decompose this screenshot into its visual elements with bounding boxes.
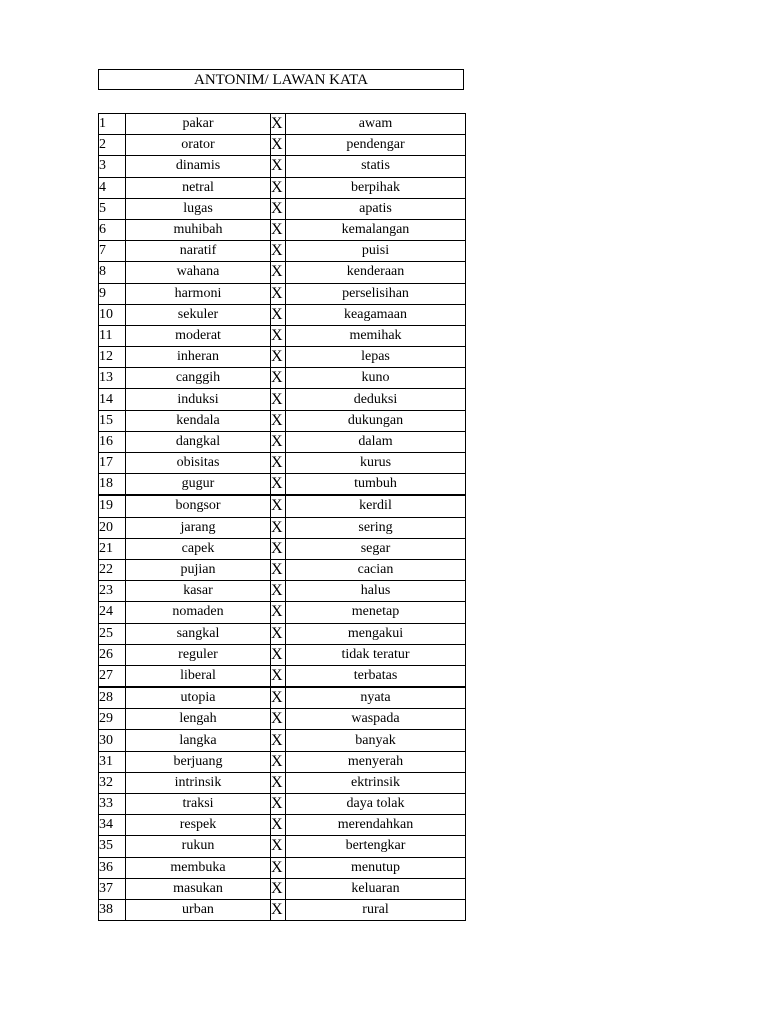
table-row bbox=[99, 772, 466, 793]
separator-cell: X bbox=[271, 114, 286, 135]
table-row bbox=[99, 815, 466, 836]
table-row bbox=[99, 410, 466, 431]
row-number: 5 bbox=[99, 198, 126, 219]
word-cell: wahana bbox=[126, 262, 271, 283]
antonym-cell: tumbuh bbox=[286, 474, 466, 496]
separator-cell: X bbox=[271, 241, 286, 262]
row-number: 18 bbox=[99, 474, 126, 496]
row-number: 23 bbox=[99, 581, 126, 602]
row-number: 24 bbox=[99, 602, 126, 623]
antonym-cell: cacian bbox=[286, 559, 466, 580]
row-number: 26 bbox=[99, 644, 126, 665]
separator-cell: X bbox=[271, 368, 286, 389]
table-row bbox=[99, 389, 466, 410]
antonym-cell: lepas bbox=[286, 347, 466, 368]
separator-cell: X bbox=[271, 665, 286, 687]
table-row bbox=[99, 156, 466, 177]
word-cell: lugas bbox=[126, 198, 271, 219]
row-number: 33 bbox=[99, 794, 126, 815]
word-cell: canggih bbox=[126, 368, 271, 389]
table-row bbox=[99, 559, 466, 580]
row-number: 14 bbox=[99, 389, 126, 410]
table-row bbox=[99, 347, 466, 368]
separator-cell: X bbox=[271, 431, 286, 452]
word-cell: moderat bbox=[126, 325, 271, 346]
separator-cell: X bbox=[271, 517, 286, 538]
word-cell: capek bbox=[126, 538, 271, 559]
table-row bbox=[99, 368, 466, 389]
separator-cell: X bbox=[271, 283, 286, 304]
word-cell: dinamis bbox=[126, 156, 271, 177]
antonym-cell: segar bbox=[286, 538, 466, 559]
table-row bbox=[99, 878, 466, 899]
table-row bbox=[99, 517, 466, 538]
row-number: 3 bbox=[99, 156, 126, 177]
separator-cell: X bbox=[271, 644, 286, 665]
row-number: 21 bbox=[99, 538, 126, 559]
word-cell: intrinsik bbox=[126, 772, 271, 793]
word-cell: inheran bbox=[126, 347, 271, 368]
word-cell: kasar bbox=[126, 581, 271, 602]
separator-cell: X bbox=[271, 623, 286, 644]
word-cell: bongsor bbox=[126, 495, 271, 517]
separator-cell: X bbox=[271, 262, 286, 283]
row-number: 9 bbox=[99, 283, 126, 304]
separator-cell: X bbox=[271, 836, 286, 857]
separator-cell: X bbox=[271, 815, 286, 836]
word-cell: kendala bbox=[126, 410, 271, 431]
table-row bbox=[99, 857, 466, 878]
table-row bbox=[99, 283, 466, 304]
table-row bbox=[99, 198, 466, 219]
antonym-cell: banyak bbox=[286, 730, 466, 751]
antonym-table-body bbox=[99, 114, 466, 921]
separator-cell: X bbox=[271, 304, 286, 325]
antonym-cell: keluaran bbox=[286, 878, 466, 899]
row-number: 32 bbox=[99, 772, 126, 793]
word-cell: netral bbox=[126, 177, 271, 198]
antonym-cell: menutup bbox=[286, 857, 466, 878]
row-number: 20 bbox=[99, 517, 126, 538]
separator-cell: X bbox=[271, 772, 286, 793]
row-number: 8 bbox=[99, 262, 126, 283]
antonym-table bbox=[98, 113, 466, 921]
table-row bbox=[99, 730, 466, 751]
separator-cell: X bbox=[271, 219, 286, 240]
row-number: 10 bbox=[99, 304, 126, 325]
table-row bbox=[99, 709, 466, 730]
row-number: 7 bbox=[99, 241, 126, 262]
word-cell: langka bbox=[126, 730, 271, 751]
table-row bbox=[99, 665, 466, 687]
word-cell: membuka bbox=[126, 857, 271, 878]
word-cell: reguler bbox=[126, 644, 271, 665]
separator-cell: X bbox=[271, 389, 286, 410]
antonym-cell: statis bbox=[286, 156, 466, 177]
antonym-cell: apatis bbox=[286, 198, 466, 219]
table-row bbox=[99, 899, 466, 920]
table-row bbox=[99, 581, 466, 602]
row-number: 36 bbox=[99, 857, 126, 878]
separator-cell: X bbox=[271, 751, 286, 772]
table-row bbox=[99, 114, 466, 135]
antonym-cell: halus bbox=[286, 581, 466, 602]
word-cell: induksi bbox=[126, 389, 271, 410]
separator-cell: X bbox=[271, 325, 286, 346]
table-row bbox=[99, 431, 466, 452]
word-cell: respek bbox=[126, 815, 271, 836]
table-row bbox=[99, 325, 466, 346]
table-row bbox=[99, 794, 466, 815]
separator-cell: X bbox=[271, 878, 286, 899]
word-cell: gugur bbox=[126, 474, 271, 496]
antonym-cell: kuno bbox=[286, 368, 466, 389]
antonym-cell: kenderaan bbox=[286, 262, 466, 283]
word-cell: muhibah bbox=[126, 219, 271, 240]
row-number: 6 bbox=[99, 219, 126, 240]
word-cell: obisitas bbox=[126, 453, 271, 474]
antonym-cell: sering bbox=[286, 517, 466, 538]
word-cell: sekuler bbox=[126, 304, 271, 325]
word-cell: pujian bbox=[126, 559, 271, 580]
row-number: 29 bbox=[99, 709, 126, 730]
separator-cell: X bbox=[271, 709, 286, 730]
separator-cell: X bbox=[271, 581, 286, 602]
separator-cell: X bbox=[271, 794, 286, 815]
word-cell: nomaden bbox=[126, 602, 271, 623]
antonym-cell: rural bbox=[286, 899, 466, 920]
separator-cell: X bbox=[271, 135, 286, 156]
antonym-cell: daya tolak bbox=[286, 794, 466, 815]
row-number: 35 bbox=[99, 836, 126, 857]
separator-cell: X bbox=[271, 453, 286, 474]
word-cell: harmoni bbox=[126, 283, 271, 304]
word-cell: rukun bbox=[126, 836, 271, 857]
separator-cell: X bbox=[271, 347, 286, 368]
row-number: 13 bbox=[99, 368, 126, 389]
row-number: 15 bbox=[99, 410, 126, 431]
word-cell: masukan bbox=[126, 878, 271, 899]
table-row bbox=[99, 623, 466, 644]
table-row bbox=[99, 219, 466, 240]
row-number: 28 bbox=[99, 687, 126, 709]
antonym-cell: nyata bbox=[286, 687, 466, 709]
word-cell: lengah bbox=[126, 709, 271, 730]
antonym-cell: kurus bbox=[286, 453, 466, 474]
row-number: 16 bbox=[99, 431, 126, 452]
row-number: 4 bbox=[99, 177, 126, 198]
word-cell: dangkal bbox=[126, 431, 271, 452]
word-cell: berjuang bbox=[126, 751, 271, 772]
antonym-cell: bertengkar bbox=[286, 836, 466, 857]
antonym-cell: perselisihan bbox=[286, 283, 466, 304]
table-row bbox=[99, 177, 466, 198]
word-cell: jarang bbox=[126, 517, 271, 538]
antonym-cell: dukungan bbox=[286, 410, 466, 431]
separator-cell: X bbox=[271, 474, 286, 496]
antonym-cell: berpihak bbox=[286, 177, 466, 198]
separator-cell: X bbox=[271, 899, 286, 920]
page-title: ANTONIM/ LAWAN KATA bbox=[98, 69, 464, 90]
separator-cell: X bbox=[271, 602, 286, 623]
table-row bbox=[99, 644, 466, 665]
antonym-cell: kerdil bbox=[286, 495, 466, 517]
antonym-cell: awam bbox=[286, 114, 466, 135]
table-row bbox=[99, 135, 466, 156]
row-number: 31 bbox=[99, 751, 126, 772]
row-number: 27 bbox=[99, 665, 126, 687]
word-cell: urban bbox=[126, 899, 271, 920]
antonym-cell: dalam bbox=[286, 431, 466, 452]
word-cell: pakar bbox=[126, 114, 271, 135]
antonym-cell: kemalangan bbox=[286, 219, 466, 240]
antonym-cell: menetap bbox=[286, 602, 466, 623]
row-number: 1 bbox=[99, 114, 126, 135]
word-cell: sangkal bbox=[126, 623, 271, 644]
antonym-cell: ektrinsik bbox=[286, 772, 466, 793]
antonym-cell: keagamaan bbox=[286, 304, 466, 325]
row-number: 17 bbox=[99, 453, 126, 474]
table-row bbox=[99, 474, 466, 496]
separator-cell: X bbox=[271, 687, 286, 709]
separator-cell: X bbox=[271, 857, 286, 878]
separator-cell: X bbox=[271, 559, 286, 580]
antonym-cell: tidak teratur bbox=[286, 644, 466, 665]
row-number: 2 bbox=[99, 135, 126, 156]
separator-cell: X bbox=[271, 495, 286, 517]
antonym-cell: puisi bbox=[286, 241, 466, 262]
antonym-cell: pendengar bbox=[286, 135, 466, 156]
antonym-cell: menyerah bbox=[286, 751, 466, 772]
row-number: 11 bbox=[99, 325, 126, 346]
table-row bbox=[99, 687, 466, 709]
table-row bbox=[99, 836, 466, 857]
word-cell: naratif bbox=[126, 241, 271, 262]
table-row bbox=[99, 602, 466, 623]
table-row bbox=[99, 262, 466, 283]
table-row bbox=[99, 538, 466, 559]
table-row bbox=[99, 751, 466, 772]
word-cell: traksi bbox=[126, 794, 271, 815]
row-number: 22 bbox=[99, 559, 126, 580]
word-cell: utopia bbox=[126, 687, 271, 709]
antonym-cell: merendahkan bbox=[286, 815, 466, 836]
row-number: 19 bbox=[99, 495, 126, 517]
row-number: 12 bbox=[99, 347, 126, 368]
row-number: 37 bbox=[99, 878, 126, 899]
row-number: 38 bbox=[99, 899, 126, 920]
separator-cell: X bbox=[271, 177, 286, 198]
separator-cell: X bbox=[271, 156, 286, 177]
antonym-cell: terbatas bbox=[286, 665, 466, 687]
antonym-cell: deduksi bbox=[286, 389, 466, 410]
separator-cell: X bbox=[271, 198, 286, 219]
table-row bbox=[99, 241, 466, 262]
word-cell: orator bbox=[126, 135, 271, 156]
table-row bbox=[99, 495, 466, 517]
word-cell: liberal bbox=[126, 665, 271, 687]
separator-cell: X bbox=[271, 410, 286, 431]
row-number: 34 bbox=[99, 815, 126, 836]
antonym-cell: mengakui bbox=[286, 623, 466, 644]
antonym-cell: waspada bbox=[286, 709, 466, 730]
table-row bbox=[99, 453, 466, 474]
separator-cell: X bbox=[271, 730, 286, 751]
row-number: 30 bbox=[99, 730, 126, 751]
row-number: 25 bbox=[99, 623, 126, 644]
table-row bbox=[99, 304, 466, 325]
separator-cell: X bbox=[271, 538, 286, 559]
antonym-cell: memihak bbox=[286, 325, 466, 346]
